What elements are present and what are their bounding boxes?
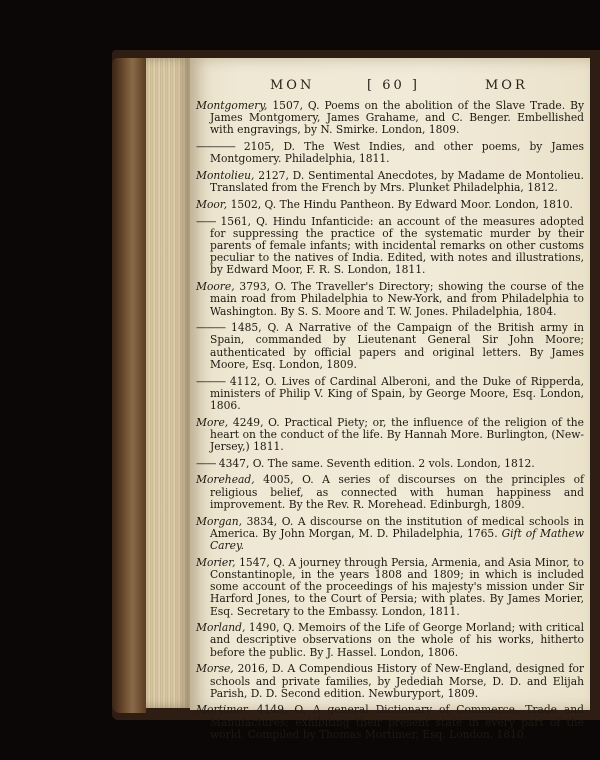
entry-text: 2105, D. The West Indies, and other poems, by James Montgomery. Philadelphia, 1811. (210, 140, 584, 166)
catalog-entry (196, 322, 584, 371)
header-right-word: MOR (485, 78, 528, 93)
entry-text: 1490, Q. Memoirs of the Life of George Morland; with critical and descriptive observations on the whole of his works, hitherto before the public. By J. Hassel. London, 1806. (210, 621, 584, 659)
catalog-entry (196, 458, 584, 470)
catalog-entry (196, 704, 584, 741)
entry-author: ——— (196, 374, 226, 388)
entry-text: 4005, O. A series of discourses on the principles of religious belief, as connected with human happiness and improvement. By the Rev. R. Morehead. Edinburgh, 1809. (210, 473, 585, 511)
catalog-entry (196, 100, 584, 137)
entry-text: 4149, O. A general Dictionary of Commerce, Trade and Manufactures; exhibiting their present state in every part of the world. Compiled by Thomas Mortimer, Esq. London, 1810. (210, 703, 584, 741)
catalog-entry (196, 376, 584, 413)
entry-author: Moor, (196, 197, 228, 211)
book-spine (112, 58, 146, 713)
catalog-entry (196, 516, 584, 553)
catalog-entry (196, 417, 584, 454)
entry-author: Montgomery, (196, 99, 268, 112)
entry-gift-note: Gift of Mathew Carey. (210, 526, 585, 552)
catalog-entries (196, 100, 584, 746)
catalog-entry (196, 199, 584, 211)
catalog-entry (196, 216, 584, 277)
entry-text: 3834, O. A discourse on the institution of medical schools in America. By John Morgan, M. D. Philadelphia, 1765. (210, 514, 584, 540)
header-left-word: MON (270, 78, 315, 93)
entry-text: 4112, O. Lives of Cardinal Alberoni, and the Duke of Ripperda, ministers of Philip V. King of Spain, by George Moore, Esq. London, 1806. (210, 374, 584, 412)
entry-text: 2127, D. Sentimental Anecdotes, by Madame de Montolieu. Translated from the French by Mrs. Plunket Philadelphia, 1812. (210, 169, 584, 195)
entry-text: 1561, Q. Hindu Infanticide: an account of the measures adopted for suppressing the practice of the systematic murder by their parents of female infants; with incidental remarks on other customs peculiar to the natives of India. Edited, with notes and illustrations, by Edward Moor, F. R. S. London, 1811. (210, 214, 584, 277)
entry-author: Morier, (196, 555, 236, 569)
entry-author: Morehead, (196, 473, 255, 487)
entry-text: 1502, Q. The Hindu Pantheon. By Edward Moor. London, 1810. (230, 197, 573, 211)
entry-text: 1485, Q. A Narrative of the Campaign of the British army in Spain, commanded by Lieutenant General Sir John Moore; authenticated by official papers and original letters. By James Moore, Esq. London, 1809. (210, 321, 584, 371)
catalog-entry (196, 622, 584, 659)
entry-text: 1507, Q. Poems on the abolition of the Slave Trade. By James Montgomery, James Grahame, and C. Benger. Embellished with engravings, by N. Smirke. London, 1809. (210, 99, 584, 137)
page-edges (146, 58, 190, 708)
entry-author: Morgan, (196, 514, 242, 528)
entry-author: More, (196, 415, 229, 429)
catalog-entry (196, 141, 584, 165)
entry-author: Moore, (196, 280, 235, 294)
entry-author: Mortimer, (196, 703, 250, 717)
entry-text: 4249, O. Practical Piety; or, the influence of the religion of the heart on the conduct of the life. By Hannah More. Burlington, (New-Jersey,) 1811. (210, 415, 584, 454)
entry-text: 4347, O. The same. Seventh edition. 2 vols. London, 1812. (218, 456, 535, 470)
catalog-entry (196, 474, 584, 511)
entry-text: 1547, Q. A journey through Persia, Armenia, and Asia Minor, to Constantinople, in the years 1808 and 1809; in which is included some account of the proceedings of his majesty's mission under Sir Harford Jones, to the Court of Persia; with plates. By James Morier, Esq. Secretary to the Embassy. London, 1811. (210, 555, 584, 618)
page-number: [ 60 ] (367, 78, 420, 93)
entry-author: Montolieu, (196, 169, 255, 183)
running-header (90, 78, 560, 100)
entry-author: —— (196, 214, 216, 228)
catalog-entry (196, 557, 584, 618)
entry-author: ———— (196, 140, 235, 154)
catalog-entry (196, 663, 584, 700)
entry-author: Morse, (196, 662, 234, 676)
catalog-entry (196, 170, 584, 194)
entry-text: 2016, D. A Compendious History of New-England, designed for schools and private families, by Jedediah Morse, D. D. and Elijah Parish, D. D. Second edition. Newburyport, 1809. (210, 662, 584, 700)
entry-author: Morland, (196, 621, 246, 635)
catalog-entry (196, 281, 584, 318)
entry-author: —— (196, 456, 216, 470)
entry-author: ——— (196, 321, 226, 335)
entry-text: 3793, O. The Traveller's Directory; showing the course of the main road from Philadelphia to New-York, and from Philadelphia to Washington. By S. S. Moore and T. W. Jones. Philadelphia, 1804. (210, 280, 584, 318)
